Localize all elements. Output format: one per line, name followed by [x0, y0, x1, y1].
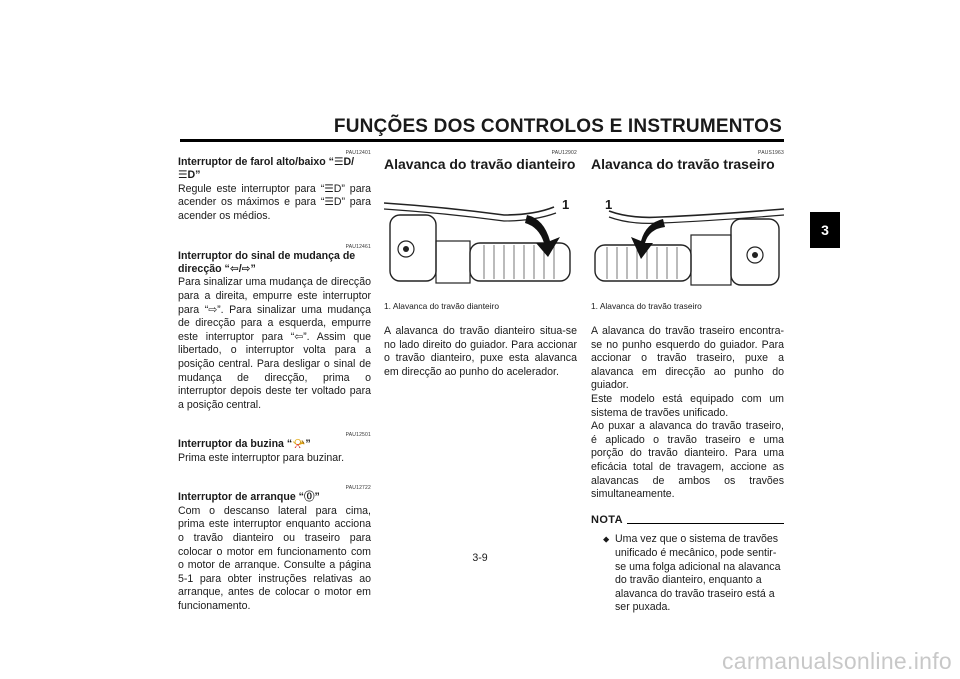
section-text: A alavanca do travão traseiro encontra-se no punho esquerdo do guiador. Para accionar o travão traseiro, puxe a alavanca em direcção ao punho do guiador.: [591, 325, 784, 392]
figure-caption: 1. Alavanca do travão traseiro: [591, 301, 702, 311]
figure-caption: 1. Alavanca do travão dianteiro: [384, 301, 500, 311]
section-code: PAU12461: [345, 243, 371, 250]
rear-brake-lever-illustration: [591, 175, 784, 295]
section-title: Interruptor de farol alto/baixo “☰D/☰D”: [178, 156, 355, 182]
section-turn-signal-switch: [178, 244, 371, 413]
note-label: NOTA: [591, 513, 623, 526]
section-code: PAU12401: [345, 150, 371, 156]
section-text: Este modelo está equipado com um sistema de travões unificado.: [591, 392, 784, 419]
section-headlight-switch: [178, 150, 371, 224]
section-horn-switch: [178, 432, 371, 465]
section-text: Com o descanso lateral para cima, prima este interruptor enquanto acciona o travão dianteiro ou traseiro para colocar o motor em funcionamento com o motor de arranque. Consulte a página 5-1 para obter instruções relativas ao arranque, antes de colocar o motor em funcionamento.: [178, 504, 371, 612]
column-2: [384, 150, 577, 379]
section-text: Prima este interruptor para buzinar.: [178, 451, 345, 464]
page-number: 3-9: [472, 552, 488, 564]
section-code: PAU12902: [551, 150, 577, 156]
figure-label: 1: [562, 197, 570, 212]
section-heading: Alavanca do travão dianteiro: [384, 156, 576, 172]
section-text: A alavanca do travão dianteiro situa-se no lado direito do guiador. Para accionar o travão dianteiro, puxe esta alavanca em direcção ao punho do acelerador.: [384, 325, 577, 378]
figure-label: 1: [605, 197, 613, 212]
section-title: Interruptor da buzina “📯”: [178, 438, 311, 451]
page-header-title: FUNÇÕES DOS CONTROLOS E INSTRUMENTOS: [333, 116, 782, 137]
note-item: [591, 533, 784, 615]
section-code: PAUS1963: [758, 150, 784, 156]
section-text: Para sinalizar uma mudança de direcção para a direita, empurre este interruptor para “⇨”. Para sinalizar uma mudança de direcção para a esquerda, empurre este interruptor para “⇦”. Assim que libertado, o interruptor volta para a posição central. Para desligar o sinal de mudança de direcção, prima o interruptor depois deste ter voltado para a posição central.: [178, 276, 371, 411]
note-rule: [627, 523, 784, 524]
front-brake-lever-illustration: [384, 175, 577, 295]
section-text: Regule este interruptor para “☰D” para acender os máximos e para “☰D” para acender os médios.: [178, 182, 371, 222]
section-text: Ao puxar a alavanca do travão traseiro, é aplicado o travão traseiro e uma porção do travão dianteiro. Para uma eficácia total de travagem, accione as alavancas de ambos os travões simultaneamente.: [591, 420, 784, 501]
header-rule: [180, 139, 784, 142]
section-title: Interruptor de arranque “⓪”: [178, 491, 320, 504]
note-text: Uma vez que o sistema de travões unificado é mecânico, pode sentir-se uma folga adicional na alavanca do travão dianteiro, enquanto a alavanca do travão traseiro está a ser puxada.: [615, 533, 781, 614]
bullet-icon: ⬥: [603, 534, 610, 545]
section-title: Interruptor do sinal de mudança de direcção “⇦/⇨”: [178, 249, 356, 275]
section-code: PAU12501: [345, 432, 371, 439]
watermark: carmanualsonline.info: [721, 648, 952, 674]
section-code: PAU12722: [345, 485, 371, 492]
column-3: [591, 150, 784, 615]
note-header: [591, 514, 784, 528]
section-heading: Alavanca do travão traseiro: [591, 156, 775, 172]
chapter-tab: 3: [810, 212, 840, 248]
section-start-switch: [178, 485, 371, 613]
